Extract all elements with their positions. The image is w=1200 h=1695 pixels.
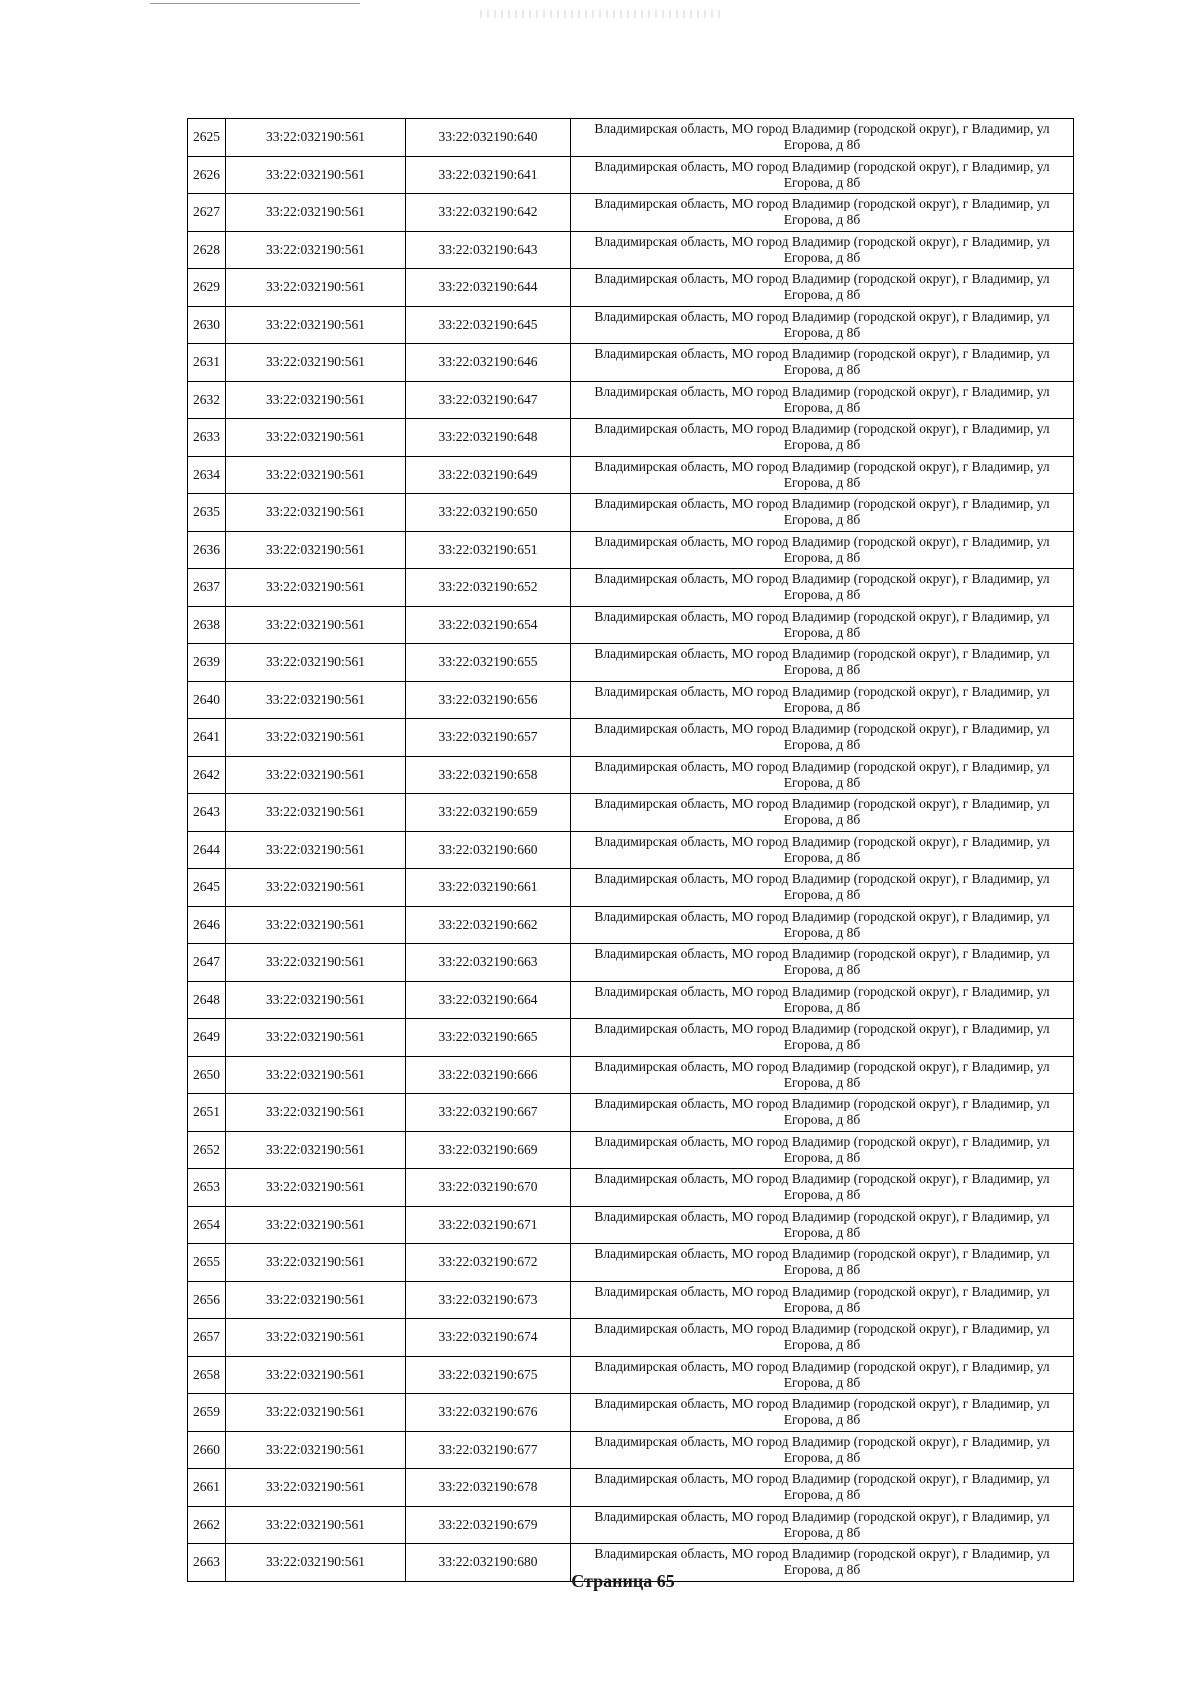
cadastral-number-cell: 33:22:032190:652 [406, 569, 571, 607]
row-number-cell: 2658 [188, 1356, 226, 1394]
row-number-cell: 2651 [188, 1094, 226, 1132]
scan-artifact-line [150, 3, 360, 4]
address-line: Егорова, д 8б [783, 1187, 861, 1203]
row-number-cell: 2638 [188, 606, 226, 644]
parent-cadastral-number-cell: 33:22:032190:561 [226, 644, 406, 682]
row-number-cell: 2631 [188, 344, 226, 382]
parent-cadastral-number-cell: 33:22:032190:561 [226, 1019, 406, 1057]
table-row [188, 906, 1074, 944]
row-number-cell: 2653 [188, 1169, 226, 1207]
scan-artifact-specks [480, 10, 720, 18]
parent-cadastral-number-cell: 33:22:032190:561 [226, 1394, 406, 1432]
cadastral-number-cell: 33:22:032190:657 [406, 719, 571, 757]
parent-cadastral-number-cell: 33:22:032190:561 [226, 1544, 406, 1582]
address-line: Егорова, д 8б [783, 249, 861, 265]
row-number-cell: 2639 [188, 644, 226, 682]
parent-cadastral-number-cell: 33:22:032190:561 [226, 719, 406, 757]
table-row [188, 494, 1074, 532]
table-row [188, 794, 1074, 832]
address-cell [571, 906, 1074, 944]
row-number-cell: 2643 [188, 794, 226, 832]
address-cell [571, 606, 1074, 644]
address-line: Владимирская область, МО город Владимир (городской округ), г Владимир, ул [594, 421, 1050, 437]
address-line: Егорова, д 8б [783, 1074, 861, 1090]
cadastral-number-cell: 33:22:032190:656 [406, 681, 571, 719]
parent-cadastral-number-cell: 33:22:032190:561 [226, 1206, 406, 1244]
cadastral-number-cell: 33:22:032190:669 [406, 1131, 571, 1169]
address-line: Егорова, д 8б [783, 587, 861, 603]
address-cell [571, 1094, 1074, 1132]
parent-cadastral-number-cell: 33:22:032190:561 [226, 1094, 406, 1132]
parent-cadastral-number-cell: 33:22:032190:561 [226, 869, 406, 907]
address-line: Егорова, д 8б [783, 999, 861, 1015]
address-cell [571, 1319, 1074, 1357]
cadastral-number-cell: 33:22:032190:658 [406, 756, 571, 794]
row-number-cell: 2633 [188, 419, 226, 457]
address-line: Егорова, д 8б [783, 399, 861, 415]
cadastral-number-cell: 33:22:032190:659 [406, 794, 571, 832]
row-number-cell: 2628 [188, 231, 226, 269]
table-row [188, 869, 1074, 907]
address-line: Владимирская область, МО город Владимир (городской округ), г Владимир, ул [594, 871, 1050, 887]
row-number-cell: 2640 [188, 681, 226, 719]
address-line: Владимирская область, МО город Владимир (городской округ), г Владимир, ул [594, 196, 1050, 212]
cadastral-number-cell: 33:22:032190:660 [406, 831, 571, 869]
table-row [188, 569, 1074, 607]
address-cell [571, 381, 1074, 419]
row-number-cell: 2635 [188, 494, 226, 532]
parent-cadastral-number-cell: 33:22:032190:561 [226, 344, 406, 382]
cadastral-number-cell: 33:22:032190:640 [406, 119, 571, 157]
address-cell [571, 1356, 1074, 1394]
table-row [188, 831, 1074, 869]
address-cell [571, 531, 1074, 569]
cadastral-number-cell: 33:22:032190:672 [406, 1244, 571, 1282]
address-line: Владимирская область, МО город Владимир (городской округ), г Владимир, ул [594, 1433, 1050, 1449]
address-line: Егорова, д 8б [783, 774, 861, 790]
address-line: Владимирская область, МО город Владимир (городской округ), г Владимир, ул [594, 383, 1050, 399]
table-row [188, 1469, 1074, 1507]
address-line: Егорова, д 8б [783, 624, 861, 640]
cadastral-number-cell: 33:22:032190:675 [406, 1356, 571, 1394]
cadastral-number-cell: 33:22:032190:670 [406, 1169, 571, 1207]
parent-cadastral-number-cell: 33:22:032190:561 [226, 119, 406, 157]
address-cell [571, 419, 1074, 457]
address-cell [571, 194, 1074, 232]
parent-cadastral-number-cell: 33:22:032190:561 [226, 1506, 406, 1544]
row-number-cell: 2659 [188, 1394, 226, 1432]
row-number-cell: 2625 [188, 119, 226, 157]
row-number-cell: 2660 [188, 1431, 226, 1469]
row-number-cell: 2627 [188, 194, 226, 232]
address-line: Владимирская область, МО город Владимир (городской округ), г Владимир, ул [594, 758, 1050, 774]
address-line: Владимирская область, МО город Владимир (городской округ), г Владимир, ул [594, 1208, 1050, 1224]
table-row [188, 119, 1074, 157]
table-row [188, 1206, 1074, 1244]
address-cell [571, 344, 1074, 382]
parent-cadastral-number-cell: 33:22:032190:561 [226, 944, 406, 982]
address-line: Владимирская область, МО город Владимир (городской округ), г Владимир, ул [594, 1096, 1050, 1112]
address-cell [571, 719, 1074, 757]
row-number-cell: 2661 [188, 1469, 226, 1507]
table-row [188, 269, 1074, 307]
row-number-cell: 2645 [188, 869, 226, 907]
cadastral-number-cell: 33:22:032190:662 [406, 906, 571, 944]
address-line: Егорова, д 8б [783, 1149, 861, 1165]
row-number-cell: 2656 [188, 1281, 226, 1319]
row-number-cell: 2634 [188, 456, 226, 494]
address-line: Егорова, д 8б [783, 962, 861, 978]
address-line: Егорова, д 8б [783, 1262, 861, 1278]
address-line: Владимирская область, МО город Владимир (городской округ), г Владимир, ул [594, 458, 1050, 474]
table-row [188, 231, 1074, 269]
row-number-cell: 2644 [188, 831, 226, 869]
cadastral-number-cell: 33:22:032190:642 [406, 194, 571, 232]
cadastral-number-cell: 33:22:032190:671 [406, 1206, 571, 1244]
address-line: Владимирская область, МО город Владимир (городской округ), г Владимир, ул [594, 1058, 1050, 1074]
cadastral-number-cell: 33:22:032190:678 [406, 1469, 571, 1507]
address-line: Владимирская область, МО город Владимир (городской округ), г Владимир, ул [594, 346, 1050, 362]
address-cell [571, 794, 1074, 832]
parent-cadastral-number-cell: 33:22:032190:561 [226, 194, 406, 232]
address-cell [571, 119, 1074, 157]
address-line: Владимирская область, МО город Владимир (городской округ), г Владимир, ул [594, 908, 1050, 924]
row-number-cell: 2632 [188, 381, 226, 419]
cadastral-number-cell: 33:22:032190:650 [406, 494, 571, 532]
row-number-cell: 2630 [188, 306, 226, 344]
table-row [188, 1506, 1074, 1544]
parent-cadastral-number-cell: 33:22:032190:561 [226, 1169, 406, 1207]
address-line: Егорова, д 8б [783, 324, 861, 340]
table-row [188, 644, 1074, 682]
address-line: Владимирская область, МО город Владимир (городской округ), г Владимир, ул [594, 1508, 1050, 1524]
address-line: Егорова, д 8б [783, 1037, 861, 1053]
address-line: Егорова, д 8б [783, 549, 861, 565]
cadastral-number-cell: 33:22:032190:680 [406, 1544, 571, 1582]
parent-cadastral-number-cell: 33:22:032190:561 [226, 269, 406, 307]
parent-cadastral-number-cell: 33:22:032190:561 [226, 231, 406, 269]
address-cell [571, 644, 1074, 682]
address-line: Егорова, д 8б [783, 1112, 861, 1128]
row-number-cell: 2650 [188, 1056, 226, 1094]
parent-cadastral-number-cell: 33:22:032190:561 [226, 381, 406, 419]
address-line: Владимирская область, МО город Владимир (городской округ), г Владимир, ул [594, 1133, 1050, 1149]
table-row [188, 1169, 1074, 1207]
table-row [188, 1019, 1074, 1057]
address-line: Владимирская область, МО город Владимир (городской округ), г Владимир, ул [594, 983, 1050, 999]
address-line: Владимирская область, МО город Владимир (городской округ), г Владимир, ул [594, 571, 1050, 587]
address-cell [571, 231, 1074, 269]
cadastral-number-cell: 33:22:032190:649 [406, 456, 571, 494]
parent-cadastral-number-cell: 33:22:032190:561 [226, 1131, 406, 1169]
address-cell [571, 1206, 1074, 1244]
cadastral-registry-table [187, 118, 1074, 1582]
address-line: Егорова, д 8б [783, 474, 861, 490]
address-cell [571, 981, 1074, 1019]
cadastral-number-cell: 33:22:032190:677 [406, 1431, 571, 1469]
address-cell [571, 756, 1074, 794]
table-body [188, 119, 1074, 1582]
cadastral-number-cell: 33:22:032190:661 [406, 869, 571, 907]
address-line: Егорова, д 8б [783, 1412, 861, 1428]
row-number-cell: 2637 [188, 569, 226, 607]
address-line: Егорова, д 8б [783, 1224, 861, 1240]
address-line: Владимирская область, МО город Владимир (городской округ), г Владимир, ул [594, 1246, 1050, 1262]
table-row [188, 156, 1074, 194]
table-row [188, 944, 1074, 982]
address-line: Егорова, д 8б [783, 1337, 861, 1353]
address-line: Владимирская область, МО город Владимир (городской округ), г Владимир, ул [594, 233, 1050, 249]
address-line: Егорова, д 8б [783, 849, 861, 865]
cadastral-number-cell: 33:22:032190:651 [406, 531, 571, 569]
parent-cadastral-number-cell: 33:22:032190:561 [226, 1281, 406, 1319]
address-cell [571, 1169, 1074, 1207]
row-number-cell: 2654 [188, 1206, 226, 1244]
table-row [188, 1131, 1074, 1169]
address-line: Егорова, д 8б [783, 662, 861, 678]
cadastral-number-cell: 33:22:032190:643 [406, 231, 571, 269]
address-line: Владимирская область, МО город Владимир (городской округ), г Владимир, ул [594, 533, 1050, 549]
cadastral-number-cell: 33:22:032190:667 [406, 1094, 571, 1132]
row-number-cell: 2626 [188, 156, 226, 194]
row-number-cell: 2649 [188, 1019, 226, 1057]
address-line: Егорова, д 8б [783, 362, 861, 378]
table-row [188, 756, 1074, 794]
address-line: Егорова, д 8б [783, 812, 861, 828]
address-line: Егорова, д 8б [783, 1299, 861, 1315]
table-row [188, 381, 1074, 419]
row-number-cell: 2636 [188, 531, 226, 569]
address-cell [571, 456, 1074, 494]
cadastral-number-cell: 33:22:032190:673 [406, 1281, 571, 1319]
address-line: Егорова, д 8б [783, 737, 861, 753]
parent-cadastral-number-cell: 33:22:032190:561 [226, 456, 406, 494]
address-line: Владимирская область, МО город Владимир (городской округ), г Владимир, ул [594, 946, 1050, 962]
row-number-cell: 2657 [188, 1319, 226, 1357]
cadastral-number-cell: 33:22:032190:679 [406, 1506, 571, 1544]
address-cell [571, 569, 1074, 607]
table-row [188, 719, 1074, 757]
parent-cadastral-number-cell: 33:22:032190:561 [226, 606, 406, 644]
address-line: Владимирская область, МО город Владимир (городской округ), г Владимир, ул [594, 608, 1050, 624]
table-row [188, 981, 1074, 1019]
address-line: Владимирская область, МО город Владимир (городской округ), г Владимир, ул [594, 796, 1050, 812]
address-cell [571, 1469, 1074, 1507]
address-cell [571, 831, 1074, 869]
address-cell [571, 1394, 1074, 1432]
cadastral-number-cell: 33:22:032190:666 [406, 1056, 571, 1094]
address-line: Владимирская область, МО город Владимир (городской округ), г Владимир, ул [594, 1283, 1050, 1299]
parent-cadastral-number-cell: 33:22:032190:561 [226, 569, 406, 607]
address-line: Егорова, д 8б [783, 174, 861, 190]
parent-cadastral-number-cell: 33:22:032190:561 [226, 306, 406, 344]
table-row [188, 1281, 1074, 1319]
address-line: Егорова, д 8б [783, 212, 861, 228]
parent-cadastral-number-cell: 33:22:032190:561 [226, 756, 406, 794]
cadastral-number-cell: 33:22:032190:676 [406, 1394, 571, 1432]
row-number-cell: 2629 [188, 269, 226, 307]
row-number-cell: 2642 [188, 756, 226, 794]
address-line: Егорова, д 8б [783, 924, 861, 940]
address-line: Владимирская область, МО город Владимир (городской округ), г Владимир, ул [594, 833, 1050, 849]
address-line: Егорова, д 8б [783, 287, 861, 303]
address-line: Егорова, д 8б [783, 1562, 861, 1578]
address-cell [571, 1244, 1074, 1282]
address-cell [571, 681, 1074, 719]
address-line: Егорова, д 8б [783, 887, 861, 903]
address-line: Егорова, д 8б [783, 1449, 861, 1465]
parent-cadastral-number-cell: 33:22:032190:561 [226, 681, 406, 719]
address-line: Владимирская область, МО город Владимир (городской округ), г Владимир, ул [594, 1321, 1050, 1337]
address-line: Владимирская область, МО город Владимир (городской округ), г Владимир, ул [594, 1021, 1050, 1037]
address-line: Владимирская область, МО город Владимир (городской округ), г Владимир, ул [594, 1358, 1050, 1374]
table-row [188, 531, 1074, 569]
address-line: Егорова, д 8б [783, 699, 861, 715]
address-line: Владимирская область, МО город Владимир (городской округ), г Владимир, ул [594, 721, 1050, 737]
address-line: Владимирская область, МО город Владимир (городской округ), г Владимир, ул [594, 308, 1050, 324]
address-line: Егорова, д 8б [783, 512, 861, 528]
parent-cadastral-number-cell: 33:22:032190:561 [226, 531, 406, 569]
table-row [188, 681, 1074, 719]
table-row [188, 1094, 1074, 1132]
cadastral-number-cell: 33:22:032190:641 [406, 156, 571, 194]
table-row [188, 344, 1074, 382]
address-line: Егорова, д 8б [783, 1487, 861, 1503]
row-number-cell: 2652 [188, 1131, 226, 1169]
cadastral-number-cell: 33:22:032190:654 [406, 606, 571, 644]
parent-cadastral-number-cell: 33:22:032190:561 [226, 906, 406, 944]
table-row [188, 1244, 1074, 1282]
table-row [188, 419, 1074, 457]
address-line: Владимирская область, МО город Владимир (городской округ), г Владимир, ул [594, 1171, 1050, 1187]
parent-cadastral-number-cell: 33:22:032190:561 [226, 156, 406, 194]
address-line: Владимирская область, МО город Владимир (городской округ), г Владимир, ул [594, 1396, 1050, 1412]
cadastral-number-cell: 33:22:032190:645 [406, 306, 571, 344]
address-cell [571, 869, 1074, 907]
address-line: Владимирская область, МО город Владимир (городской округ), г Владимир, ул [594, 683, 1050, 699]
row-number-cell: 2641 [188, 719, 226, 757]
cadastral-number-cell: 33:22:032190:665 [406, 1019, 571, 1057]
address-line: Владимирская область, МО город Владимир (городской округ), г Владимир, ул [594, 1471, 1050, 1487]
address-cell [571, 494, 1074, 532]
address-cell [571, 1131, 1074, 1169]
cadastral-number-cell: 33:22:032190:647 [406, 381, 571, 419]
table-row [188, 456, 1074, 494]
parent-cadastral-number-cell: 33:22:032190:561 [226, 1469, 406, 1507]
cadastral-number-cell: 33:22:032190:663 [406, 944, 571, 982]
address-line: Егорова, д 8б [783, 1374, 861, 1390]
parent-cadastral-number-cell: 33:22:032190:561 [226, 1244, 406, 1282]
cadastral-number-cell: 33:22:032190:648 [406, 419, 571, 457]
table-row [188, 1319, 1074, 1357]
row-number-cell: 2648 [188, 981, 226, 1019]
cadastral-number-cell: 33:22:032190:674 [406, 1319, 571, 1357]
table-row [188, 1056, 1074, 1094]
cadastral-number-cell: 33:22:032190:646 [406, 344, 571, 382]
table-row [188, 194, 1074, 232]
row-number-cell: 2655 [188, 1244, 226, 1282]
parent-cadastral-number-cell: 33:22:032190:561 [226, 1356, 406, 1394]
address-cell [571, 269, 1074, 307]
table-row [188, 1394, 1074, 1432]
row-number-cell: 2647 [188, 944, 226, 982]
cadastral-number-cell: 33:22:032190:644 [406, 269, 571, 307]
table-row [188, 1431, 1074, 1469]
address-line: Владимирская область, МО город Владимир (городской округ), г Владимир, ул [594, 158, 1050, 174]
address-line: Владимирская область, МО город Владимир (городской округ), г Владимир, ул [594, 121, 1050, 137]
parent-cadastral-number-cell: 33:22:032190:561 [226, 981, 406, 1019]
row-number-cell: 2646 [188, 906, 226, 944]
table-row [188, 1356, 1074, 1394]
address-line: Егорова, д 8б [783, 1524, 861, 1540]
parent-cadastral-number-cell: 33:22:032190:561 [226, 794, 406, 832]
parent-cadastral-number-cell: 33:22:032190:561 [226, 494, 406, 532]
address-line: Владимирская область, МО город Владимир (городской округ), г Владимир, ул [594, 646, 1050, 662]
address-line: Владимирская область, МО город Владимир (городской округ), г Владимир, ул [594, 1546, 1050, 1562]
address-cell [571, 1281, 1074, 1319]
cadastral-number-cell: 33:22:032190:655 [406, 644, 571, 682]
address-cell [571, 156, 1074, 194]
parent-cadastral-number-cell: 33:22:032190:561 [226, 831, 406, 869]
address-cell [571, 1019, 1074, 1057]
address-cell [571, 1056, 1074, 1094]
table-row [188, 306, 1074, 344]
address-cell [571, 1431, 1074, 1469]
address-line: Егорова, д 8б [783, 437, 861, 453]
parent-cadastral-number-cell: 33:22:032190:561 [226, 1319, 406, 1357]
table-row [188, 606, 1074, 644]
parent-cadastral-number-cell: 33:22:032190:561 [226, 1431, 406, 1469]
address-line: Владимирская область, МО город Владимир (городской округ), г Владимир, ул [594, 496, 1050, 512]
address-line: Егорова, д 8б [783, 137, 861, 153]
page-number-footer: Страница 65 [571, 1571, 675, 1591]
cadastral-number-cell: 33:22:032190:664 [406, 981, 571, 1019]
address-cell [571, 306, 1074, 344]
parent-cadastral-number-cell: 33:22:032190:561 [226, 1056, 406, 1094]
address-cell [571, 944, 1074, 982]
row-number-cell: 2662 [188, 1506, 226, 1544]
parent-cadastral-number-cell: 33:22:032190:561 [226, 419, 406, 457]
address-line: Владимирская область, МО город Владимир (городской округ), г Владимир, ул [594, 271, 1050, 287]
address-cell [571, 1506, 1074, 1544]
row-number-cell: 2663 [188, 1544, 226, 1582]
